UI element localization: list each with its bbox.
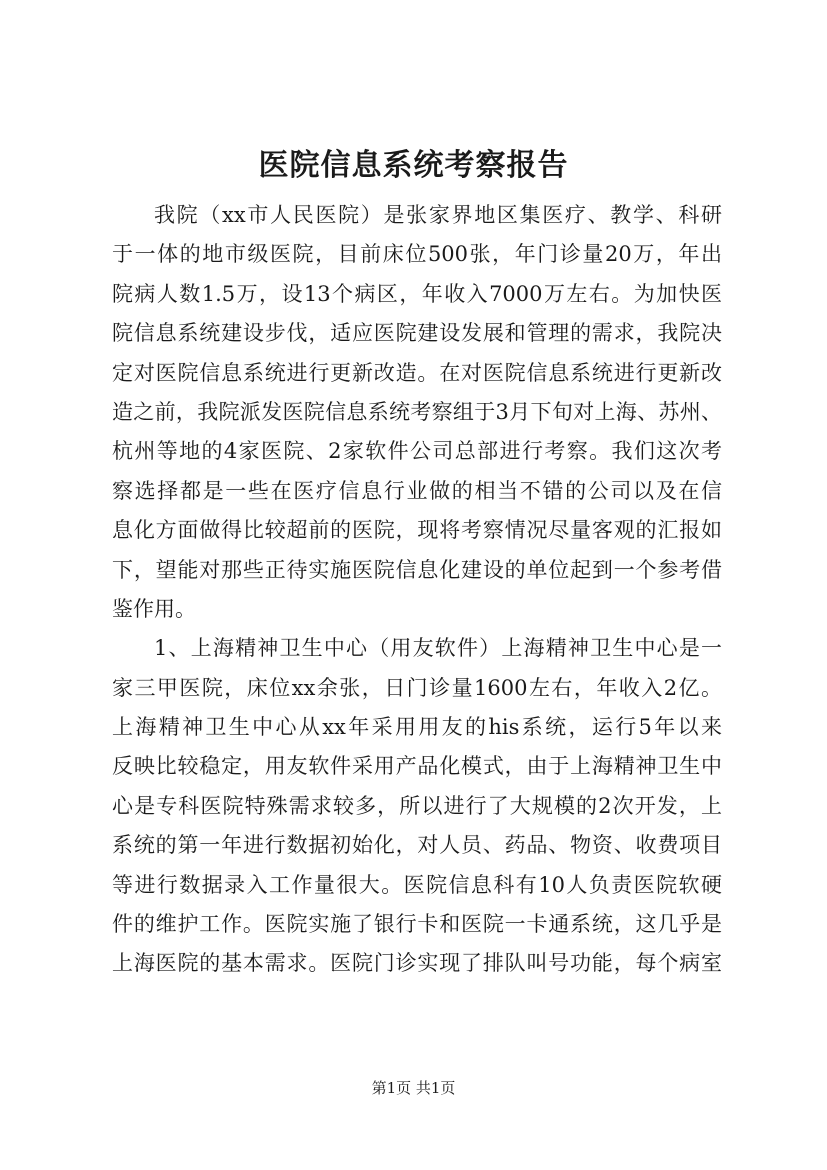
page-footer: 第1页 共1页: [371, 1079, 456, 1097]
body-line-16: 心是专科医院特殊需求较多，所以进行了大规模的2次开发，上: [112, 793, 722, 818]
body-line-8: 察选择都是一些在医疗信息行业做的相当不错的公司以及在信: [112, 478, 722, 503]
body-line-11: 鉴作用。: [112, 596, 196, 621]
body-line-13: 家三甲医院，床位xx余张，日门诊量1600左右，年收入2亿。: [112, 675, 722, 700]
body-line-14: 上海精神卫生中心从xx年采用用友的his系统，运行5年以来: [112, 715, 722, 740]
body-line-1: 我院（xx市人民医院）是张家界地区集医疗、教学、科研: [154, 203, 722, 227]
body-line-3: 院病人数1.5万，设13个病区，年收入7000万左右。为加快医: [112, 281, 722, 306]
body-line-19: 件的维护工作。医院实施了银行卡和医院一卡通系统，这几乎是: [112, 912, 722, 937]
document-title: 医院信息系统考察报告: [258, 148, 569, 183]
body-line-4: 院信息系统建设步伐，适应医院建设发展和管理的需求，我院决: [112, 321, 722, 346]
body-line-18: 等进行数据录入工作量很大。医院信息科有10人负责医院软硬: [112, 872, 722, 897]
document-body: [112, 196, 722, 984]
body-line-10: 下，望能对那些正待实施医院信息化建设的单位起到一个参考借: [112, 557, 722, 582]
body-line-6: 造之前，我院派发医院信息系统考察组于3月下旬对上海、苏州、: [112, 399, 722, 424]
body-line-7: 杭州等地的4家医院、2家软件公司总部进行考察。我们这次考: [112, 439, 722, 464]
body-line-17: 系统的第一年进行数据初始化，对人员、药品、物资、收费项目: [112, 833, 722, 858]
body-line-20: 上海医院的基本需求。医院门诊实现了排队叫号功能，每个病室: [112, 951, 722, 976]
body-line-12: 1、上海精神卫生中心（用友软件）上海精神卫生中心是一: [154, 636, 722, 661]
body-line-2: 于一体的地市级医院，目前床位500张，年门诊量20万，年出: [112, 242, 722, 267]
body-line-9: 息化方面做得比较超前的医院，现将考察情况尽量客观的汇报如: [112, 518, 722, 543]
body-line-15: 反映比较稳定，用友软件采用产品化模式，由于上海精神卫生中: [112, 754, 722, 779]
body-line-5: 定对医院信息系统进行更新改造。在对医院信息系统进行更新改: [112, 360, 722, 385]
